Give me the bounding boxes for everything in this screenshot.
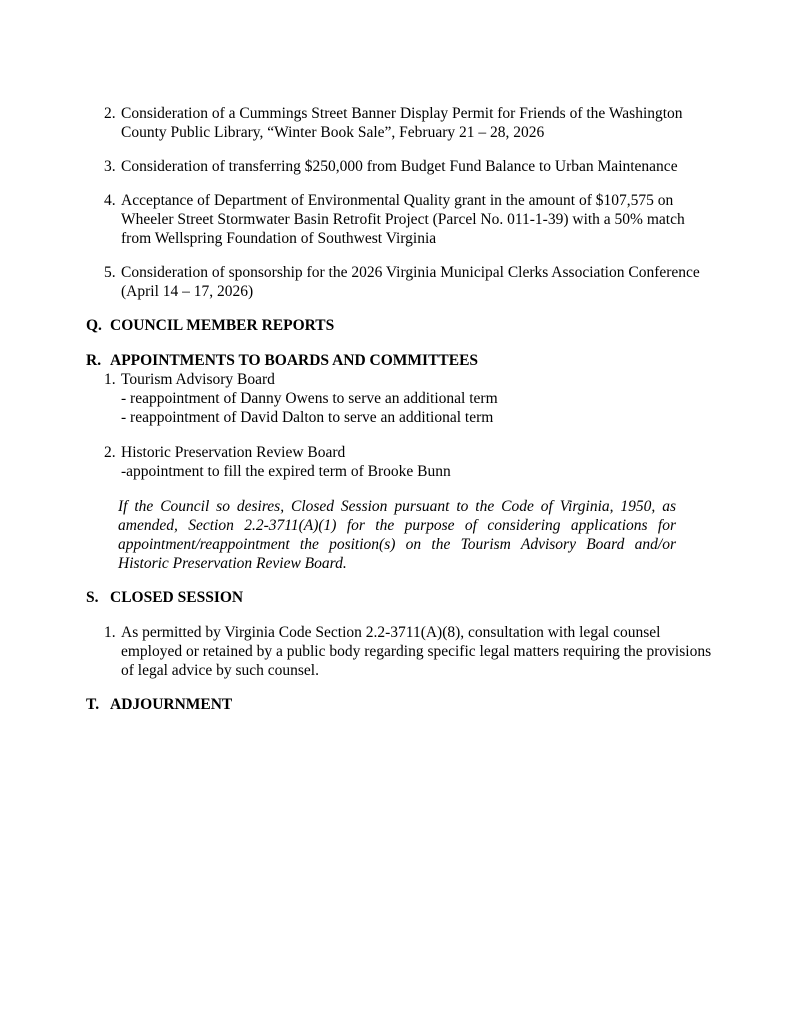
section-s-heading: [86, 588, 718, 607]
section-r-heading: [86, 351, 718, 370]
board-item-body: [121, 370, 718, 427]
agenda-item-number: 1.: [104, 624, 116, 641]
agenda-item-text: Consideration of sponsorship for the 2026 Virginia Municipal Clerks Association Conference (April 14 – 17, 2026): [121, 264, 700, 300]
closed-session-item-1: [104, 623, 718, 680]
board-item-sub: -appointment to fill the expired term of Brooke Bunn: [121, 463, 451, 480]
section-title: APPOINTMENTS TO BOARDS AND COMMITTEES: [110, 352, 479, 369]
agenda-item-3: [104, 157, 718, 176]
agenda-item-number: 3.: [104, 158, 116, 175]
section-title: COUNCIL MEMBER REPORTS: [110, 317, 335, 334]
closed-session-note: If the Council so desires, Closed Session pursuant to the Code of Virginia, 1950, as amended, Section 2.2-3711(A)(1) for the purpose of considering applications for appointment/reappointment the position(s) on the Tourism Advisory Board and/or Historic Preservation Review Board.: [118, 498, 676, 572]
board-item-title: Historic Preservation Review Board: [121, 444, 346, 461]
agenda-item-text: Consideration of transferring $250,000 from Budget Fund Balance to Urban Maintenance: [121, 158, 678, 175]
agenda-item-text: As permitted by Virginia Code Section 2.2-3711(A)(8), consultation with legal counsel employed or retained by a public body regarding specific legal matters requiring the provisions of legal advice by such counsel.: [121, 624, 712, 679]
board-item-number: 1.: [104, 371, 116, 388]
section-letter: Q.: [86, 317, 102, 334]
board-item-sub: - reappointment of David Dalton to serve an additional term: [121, 409, 494, 426]
section-letter: S.: [86, 589, 99, 606]
section-letter: R.: [86, 352, 102, 369]
agenda-item-text: Consideration of a Cummings Street Banner Display Permit for Friends of the Washington County Public Library, “Winter Book Sale”, February 21 – 28, 2026: [121, 105, 683, 141]
section-q-heading: [86, 316, 718, 335]
board-item-1: [104, 370, 718, 427]
agenda-item-number: 5.: [104, 264, 116, 281]
board-item-2: [104, 443, 718, 481]
section-title: CLOSED SESSION: [110, 589, 244, 606]
section-t-heading: [86, 695, 718, 714]
agenda-item-2: [104, 104, 718, 142]
agenda-item-number: 2.: [104, 105, 116, 122]
section-letter: T.: [86, 696, 100, 713]
section-title: ADJOURNMENT: [110, 696, 233, 713]
agenda-item-4: [104, 191, 718, 248]
board-item-number: 2.: [104, 444, 116, 461]
agenda-item-5: [104, 263, 718, 301]
board-item-body: [121, 443, 718, 481]
board-item-title: Tourism Advisory Board: [121, 371, 275, 388]
board-item-sub: - reappointment of Danny Owens to serve an additional term: [121, 390, 498, 407]
agenda-item-number: 4.: [104, 192, 116, 209]
agenda-item-text: Acceptance of Department of Environmental Quality grant in the amount of $107,575 on Wheeler Street Stormwater Basin Retrofit Project (Parcel No. 011-1-39) with a 50% match from Wellspring Foundation of Southwest Virginia: [121, 192, 685, 247]
